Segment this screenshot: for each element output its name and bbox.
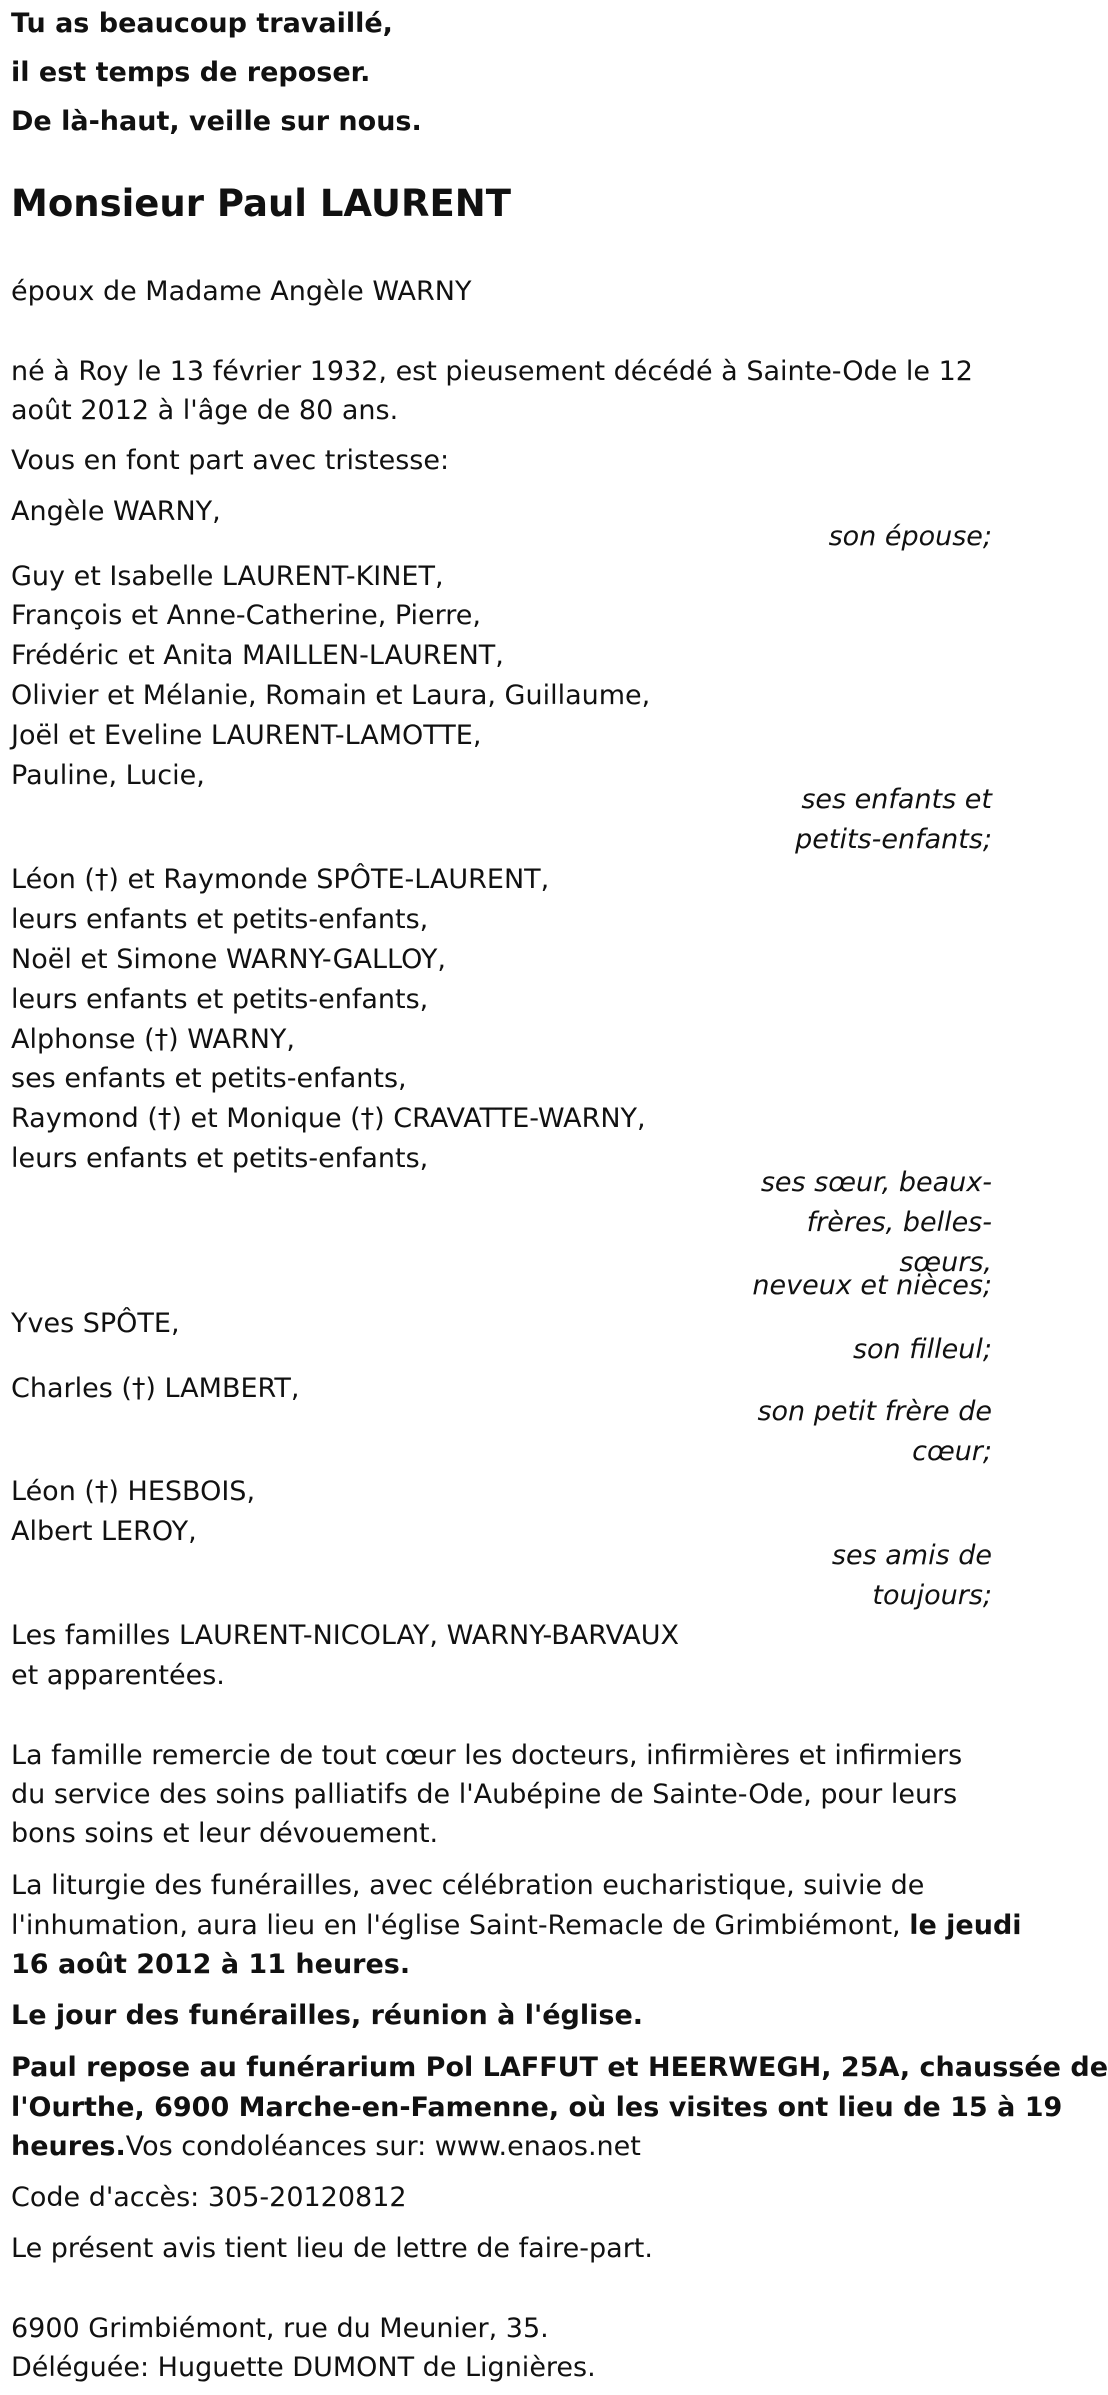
sibling-line: Léon (†) et Raymonde SPÔTE-LAURENT, <box>11 864 550 895</box>
delegate-line: Déléguée: Huguette DUMONT de Lignières. <box>11 2352 596 2383</box>
epigraph-line: Tu as beaucoup travaillé, <box>11 8 393 39</box>
thanks-line: La famille remercie de tout cœur les docteurs, infirmières et infirmiers <box>11 1740 963 1771</box>
thanks-line: du service des soins palliatifs de l'Aubépine de Sainte-Ode, pour leurs <box>11 1779 958 1810</box>
condolences-link: Vos condoléances sur: www.enaos.net <box>125 2131 641 2162</box>
address-line: 6900 Grimbiémont, rue du Meunier, 35. <box>11 2313 549 2344</box>
friend-name: Albert LEROY, <box>11 1516 197 1547</box>
notice-line: Le présent avis tient lieu de lettre de faire-part. <box>11 2233 653 2264</box>
birth-death-line: né à Roy le 13 février 1932, est pieusement décédé à Sainte-Ode le 12 <box>11 356 973 387</box>
sibling-line: leurs enfants et petits-enfants, <box>11 904 429 935</box>
funerarium-line: Paul repose au funérarium Pol LAFFUT et HEERWEGH, 25A, chaussée de <box>11 2052 1108 2083</box>
siblings-role: neveux et nièces; <box>752 1270 992 1301</box>
announcement: Vous en font part avec tristesse: <box>11 445 450 476</box>
friend-name: Léon (†) HESBOIS, <box>11 1476 256 1507</box>
epigraph-line: il est temps de reposer. <box>11 57 371 88</box>
funerarium-line: l'Ourthe, 6900 Marche-en-Famenne, où les visites ont lieu de 15 à 19 <box>11 2092 1063 2123</box>
child-line: Pauline, Lucie, <box>11 760 205 791</box>
epigraph-line: De là-haut, veille sur nous. <box>11 106 422 137</box>
meeting-line: Le jour des funérailles, réunion à l'église. <box>11 2000 644 2031</box>
liturgy-text: l'inhumation, aura lieu en l'église Saint-Remacle de Grimbiémont, <box>11 1910 910 1941</box>
friends-role: toujours; <box>872 1580 992 1611</box>
child-line: Guy et Isabelle LAURENT-KINET, <box>11 561 444 592</box>
thanks-line: bons soins et leur dévouement. <box>11 1818 439 1849</box>
child-line: Joël et Eveline LAURENT-LAMOTTE, <box>11 720 482 751</box>
wife-name: Angèle WARNY, <box>11 496 221 527</box>
deceased-name: Monsieur Paul LAURENT <box>11 182 511 225</box>
children-role: petits-enfants; <box>795 824 992 855</box>
liturgy-line <box>11 1910 1022 1942</box>
sibling-line: leurs enfants et petits-enfants, <box>11 984 429 1015</box>
families-line: Les familles LAURENT-NICOLAY, WARNY-BARVAUX <box>11 1620 680 1651</box>
access-code: Code d'accès: 305-20120812 <box>11 2182 407 2213</box>
little-brother-role: son petit frère de <box>757 1396 992 1427</box>
sibling-line: Raymond (†) et Monique (†) CRAVATTE-WARNY, <box>11 1103 646 1134</box>
sibling-line: ses enfants et petits-enfants, <box>11 1063 407 1094</box>
liturgy-line: La liturgie des funérailles, avec célébration eucharistique, suivie de <box>11 1870 925 1901</box>
funerarium-line <box>11 2131 641 2163</box>
children-role: ses enfants et <box>801 784 992 815</box>
liturgy-date: le jeudi <box>909 1910 1022 1941</box>
funerarium-hours: heures. <box>11 2131 126 2162</box>
wife-role: son épouse; <box>828 521 992 552</box>
siblings-role: sœurs, <box>899 1247 992 1278</box>
spouse-line: époux de Madame Angèle WARNY <box>11 276 472 307</box>
godson-name: Yves SPÔTE, <box>11 1308 180 1339</box>
sibling-line: Alphonse (†) WARNY, <box>11 1024 295 1055</box>
little-brother-role: cœur; <box>912 1436 992 1467</box>
friends-role: ses amis de <box>831 1540 992 1571</box>
birth-death-line: août 2012 à l'âge de 80 ans. <box>11 395 399 426</box>
siblings-role: frères, belles- <box>806 1207 992 1238</box>
families-line: et apparentées. <box>11 1660 225 1691</box>
siblings-role: ses sœur, beaux- <box>760 1167 992 1198</box>
child-line: Frédéric et Anita MAILLEN-LAURENT, <box>11 640 504 671</box>
child-line: Olivier et Mélanie, Romain et Laura, Guillaume, <box>11 680 651 711</box>
sibling-line: leurs enfants et petits-enfants, <box>11 1143 429 1174</box>
liturgy-date: 16 août 2012 à 11 heures. <box>11 1949 411 1980</box>
child-line: François et Anne-Catherine, Pierre, <box>11 600 481 631</box>
little-brother-name: Charles (†) LAMBERT, <box>11 1373 300 1404</box>
sibling-line: Noël et Simone WARNY-GALLOY, <box>11 944 446 975</box>
godson-role: son filleul; <box>852 1334 992 1365</box>
